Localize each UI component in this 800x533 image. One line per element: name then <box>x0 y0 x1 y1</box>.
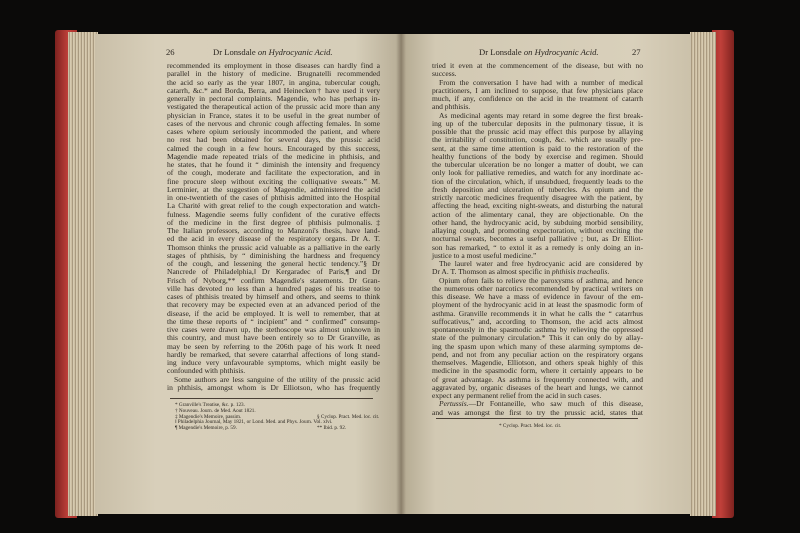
text-line: son has remarked, “ to extol it as a remedy is only doing an in- <box>432 242 643 252</box>
page-number-left: 26 <box>166 47 175 57</box>
text-line: stages of phthisis, by “ diminishing the hardness and frequency <box>167 250 380 260</box>
text-line: expect any permanent relief from the acid in such cases. <box>432 391 602 400</box>
text-line: practitioners, I am inclined to suppose, that few physicians place <box>432 85 643 95</box>
book-gutter <box>396 34 406 514</box>
text-line: themselves. Magendie, Elliotson, and others speak highly of this <box>432 358 643 367</box>
text-line: possible that the prussic acid may effect this purpose by allaying <box>432 127 643 136</box>
running-head-left <box>213 47 333 57</box>
text-line: no rest had been obtained for several days, the prussic acid <box>167 135 380 145</box>
text-line: this country, and must have been entirely so to Dr Granville, as <box>167 333 380 343</box>
text-line: parallel in the history of medicine. Brugnatelli recommended <box>167 69 380 79</box>
text-line: physician in France, states it to be useful in the great number of <box>167 110 380 120</box>
text-line: success. <box>432 69 457 79</box>
text-line: fresh deposition and ulceration of tubercles. As opium and the <box>432 184 643 194</box>
footnote-text: * Granville's Treatise, &c. p. 123. <box>175 402 245 408</box>
text-line: From the conversation I have had with a number of medical <box>439 77 643 87</box>
text-line: Opium often fails to relieve the paroxysms of asthma, and hence <box>439 275 643 285</box>
text-line: healthy functions of the body by exercise and regimen. Should <box>432 151 643 161</box>
text-line: recommended its employment in those diseases can hardly find a <box>167 61 380 70</box>
text-line: ing induce very unfavourable symptoms, which might easily be <box>167 358 380 367</box>
text-line: the acid so early as the year 1807, in angina, tubercular cough, <box>167 77 380 87</box>
text-line: tive cases were drawn up, the stethoscope was almost unknown in <box>167 325 380 334</box>
footnote <box>175 426 379 432</box>
text-line: suffocativus,” and, according to Thomson, the acid acts almost <box>432 316 643 326</box>
text-line: ville has devoted no less than a hundred pages of his treatise to <box>167 283 380 293</box>
italic-text: on Hydrocyanic Acid. <box>523 47 599 57</box>
page-number-right: 27 <box>632 47 641 57</box>
text-segment: Dr Lonsdale <box>213 47 258 57</box>
text-segment: —Dr Fontaneille, who saw much of this disease, <box>468 399 643 409</box>
text-line: of the cough, moderate and facilitate the expectoration, and in <box>167 168 380 178</box>
text-line: calmed the cough in a few hours. Encouraged by this success, <box>167 143 380 153</box>
text-line: of the medicine in the first degree of phthisis pulmonalis.‡ <box>167 217 380 227</box>
text-line: As medicinal agents may retard in some degree the first break- <box>439 110 643 120</box>
text-line: The Italian professors, according to Manzoni's thesis, have land- <box>167 226 380 235</box>
footnotes-left <box>175 403 379 432</box>
text-line: of the cough, and lessening the general hectic tendency.”§ Dr <box>167 259 380 268</box>
text-line: confounded with phthisis. <box>167 366 246 376</box>
text-segment: Dr A. T. Thomson as almost specific in <box>432 267 552 277</box>
text-line: that recovery may be expected even at an advanced period of the <box>167 300 380 310</box>
text-line: state of the pulmonary circulation.* This it can only do by allay- <box>432 333 643 343</box>
text-line: The laurel water and free hydrocyanic acid are considered by <box>439 259 643 268</box>
text-line: of great advantage. As asthma is frequently connected with, and <box>432 374 643 384</box>
footnote-text: ¶ Magendie's Memoire, p. 59. <box>175 425 237 432</box>
right-page-body <box>432 62 643 417</box>
footnote-rule-left <box>170 398 373 399</box>
text-line: Nancrede of Philadelphia,‖ Dr Kergaradec of Paris,¶ and Dr <box>167 267 380 277</box>
text-line: Lerminier, at the suggestion of Magendie, administered the acid <box>167 184 380 194</box>
text-line: other hand, the hydrocyanic acid, by subduing morbid sensibility, <box>432 217 643 227</box>
text-line: Some authors are less sanguine of the utility of the prussic acid <box>174 374 380 384</box>
text-line: the time these reports of “ incipient” and “ confirmed” consump- <box>167 316 380 326</box>
text-line: fulness. Magendie seems fully confident of the curative effects <box>167 209 380 219</box>
text-line: in one-twentieth of the cases of phthisis admitted into the Hospital <box>167 193 380 202</box>
footnote-text: ‖ Philadelphia Journal, May 1821, or Lond. Med. and Phys. Journ. Vol. xlvi. <box>175 419 333 426</box>
text-line: spontaneously in the spasmodic asthma by relieving the oppressed <box>432 325 643 334</box>
text-line: ed the acid in every disease of the respiratory organs. Dr A. T. <box>167 234 380 244</box>
text-line: and was amongst the first to try the prussic acid, states that <box>432 407 643 417</box>
page-edges-right <box>690 32 716 516</box>
text-line: ing the spasm upon which many of these alarming symptoms de- <box>432 341 643 351</box>
text-line: pend, and not from any peculiar action on the respiratory organs <box>432 349 643 359</box>
italic-text: Pertussis. <box>439 399 469 409</box>
text-line: the irritability of constitution, cough, &c. which are usually pre- <box>432 135 643 145</box>
footnote-rule-right <box>436 418 638 419</box>
text-line: disease, if the acid be employed. It is well to remember, that at <box>167 308 380 318</box>
text-line: he states, that he found it “ diminish the intensity and frequency <box>167 160 380 169</box>
text-line: Magendie made repeated trials of the medicine in phthisis, and <box>167 151 380 161</box>
text-line: asthma. Granville recommends it in what he calls the “ catarrhus <box>432 308 643 318</box>
text-line: in phthisis, amongst whom is Dr Elliotson, who has frequently <box>167 382 380 392</box>
text-line: nocturnal sweats, becomes a useful palliative ; but, as Dr Elliot- <box>432 234 643 244</box>
footnote-text: † Nouveau. Journ. de Med. Aout 1821. <box>175 407 256 414</box>
footnote-text: ‡ Magendie's Memoire, passim. <box>175 413 242 420</box>
footnote-text: * Cyclop. Pract. Med. loc. cit. <box>499 423 562 429</box>
text-line: only look for palliative remedies, and watch for any inordinate ac- <box>432 168 643 178</box>
text-line: tion of the circulation, which, if unsubdued, frequently leads to the <box>432 176 643 186</box>
text-line: cases where opium seriously incommoded the patient, and where <box>167 127 380 136</box>
text-line: tried it even at the commencement of the disease, but with no <box>432 61 643 70</box>
text-segment: Dr Lonsdale <box>479 47 524 57</box>
text-line: La Charité with great relief to the cough expectoration and watch- <box>167 201 380 211</box>
text-line: catarrh, &c.* and Borda, Berra, and Heinecken† have used it very <box>167 85 380 95</box>
text-line: the numerous other narcotics recommended by practical writers on <box>432 283 643 293</box>
italic-text: phthisis trachealis. <box>551 267 610 277</box>
footnote-text: § Cyclop. Pract. Med. loc. cit. <box>317 413 380 420</box>
text-line: vestigated the therapeutical action of the prussic acid more than any <box>167 102 380 112</box>
text-line: this disease. We have a mass of evidence in favour of the em- <box>432 292 643 301</box>
text-line: cases of phthisis treated by himself and others, and seems to think <box>167 292 380 301</box>
text-line: ployment of the hydrocyanic acid in at least the spasmodic form of <box>432 300 643 310</box>
text-line: generally in pectoral complaints. Magendie, who has perhaps in- <box>167 94 380 103</box>
text-line: the tubercular ulceration be no longer a matter of doubt, we can <box>432 160 643 169</box>
text-line: hardly be remarked, that severe catarrhal affections of long stand- <box>167 349 380 359</box>
text-line: may be seen by referring to the 206th page of his work It need <box>167 341 380 351</box>
text-line: affecting the head, exciting night-sweats, and disturbing the natural <box>432 201 643 211</box>
text-line: strictly narcotic medicines frequently disagree with the patient, by <box>432 193 643 202</box>
footnotes-right <box>499 424 641 430</box>
italic-text: on Hydrocyanic Acid. <box>257 47 333 57</box>
text-line: Thomson thinks the prussic acid valuable as a palliative in the early <box>167 242 380 252</box>
text-line: much, if any, confidence on the acid in the treatment of catarrh <box>432 94 643 103</box>
page-edges-left <box>68 32 98 516</box>
footnote <box>499 424 641 430</box>
text-line: justice to a most useful medicine.” <box>432 250 537 260</box>
text-line: and phthisis. <box>432 102 471 112</box>
text-line: cases of the nervous and chronic cough affecting females. In some <box>167 118 380 128</box>
text-line: medicine in the spasmodic form, where it certainly appears to be <box>432 366 643 376</box>
text-line: ing up of the tubercular deposits in the pulmonary tissue, it is <box>432 118 643 128</box>
text-line: allaying cough, and promoting expectoration, without exciting the <box>432 226 643 235</box>
running-head-right <box>479 47 599 57</box>
left-page-body <box>167 62 380 392</box>
footnote-text: ** Ibid. p. 92. <box>317 425 347 432</box>
text-line: sent, at the same time attention is paid to the restoration of the <box>432 143 643 153</box>
text-line: Frisch of Nyborg,** confirm Magendie's statements. Dr Gran- <box>167 275 380 285</box>
text-line: aggravated by, organic diseases of the heart and lungs, we cannot <box>432 382 643 392</box>
text-line: fine procure sleep without exciting the colliquative sweats.” M. <box>167 176 380 186</box>
text-line: action of the alimentary canal, they are objectionable. On the <box>432 209 643 219</box>
